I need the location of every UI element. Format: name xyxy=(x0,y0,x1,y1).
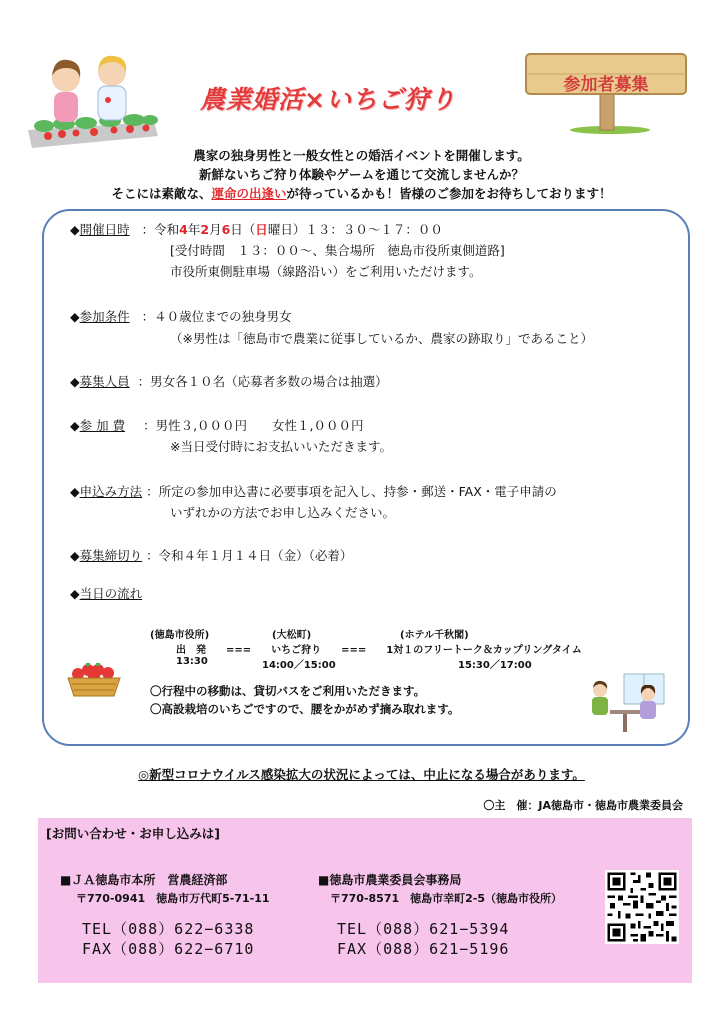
contact-org-1-fax: FAX（088）622−6710 xyxy=(82,940,255,958)
contact-org-1-address: 〒770-0941 徳島市万代町5-71-11 xyxy=(76,892,270,905)
deadline-row xyxy=(70,546,352,566)
intro-line-3-post: が待っているかも！皆様のご参加をお待ちしております！ xyxy=(286,186,612,201)
flow-place-3: (ホテル千秋閣) xyxy=(400,630,469,641)
recruit-value: ：男女各１０名（応募者多数の場合は抽選） xyxy=(137,374,388,389)
date-label: ◆開催日時 xyxy=(70,222,130,237)
date-value: ：令和4年2月6日（日曜日）１３：３０～１７：００ xyxy=(141,222,443,237)
flow-time-3: 15:30／17:00 xyxy=(458,660,532,671)
contact-org-2-fax: FAX（088）621−5196 xyxy=(337,940,510,958)
qr-code[interactable] xyxy=(605,870,679,944)
note-bus: 〇行程中の移動は、貸切バスをご利用いただきます。 xyxy=(150,684,426,698)
flow-row xyxy=(70,584,142,604)
contact-org-2-name: ■徳島市農業委員会事務局 xyxy=(318,873,462,887)
date-reception: [受付時間 １３：００～、集合場所 徳島市役所東側道路] xyxy=(170,243,505,258)
flow-place-1: (徳島市役所) xyxy=(150,630,210,641)
note-raised-cultivation: 〇高設栽培のいちごですので、腰をかがめず摘み取れます。 xyxy=(150,702,460,716)
recruit-label: ◆募集人員 xyxy=(70,374,130,389)
details-box xyxy=(42,209,690,746)
intro-highlight: 運命の出逢い xyxy=(211,186,287,201)
intro-line-3-pre: そこには素敵な、 xyxy=(111,186,212,201)
apply-note: いずれかの方法でお申し込みください。 xyxy=(170,505,396,520)
recruit-row xyxy=(70,372,388,392)
date-row xyxy=(70,220,443,240)
deadline-value: ：令和４年１月１４日（金）（必着） xyxy=(146,548,353,563)
fee-value: ：男性３,０００円 女性１,０００円 xyxy=(143,418,364,433)
condition-note: （※男性は「徳島市で農業に従事しているか、農家の跡取り」であること） xyxy=(170,331,593,346)
contact-org-1-name: ■ＪＡ徳島市本所 営農経済部 xyxy=(60,873,228,887)
contact-heading: [お問い合わせ・お申し込みは] xyxy=(46,826,220,841)
flow-place-2: (大松町) xyxy=(272,630,312,641)
couple-at-table-illustration xyxy=(584,672,668,734)
flow-time-1: 13:30 xyxy=(176,656,208,667)
organizer: 〇主 催：JA徳島市・徳島市農業委員会 xyxy=(483,799,683,812)
contact-org-2-tel: TEL（088）621−5394 xyxy=(337,920,510,938)
covid-warning: ◎新型コロナウイルス感染拡大の状況によっては、中止になる場合があります。 xyxy=(138,767,585,782)
condition-label: ◆参加条件 xyxy=(70,309,130,324)
contact-org-1-tel: TEL（088）622−6338 xyxy=(82,920,255,938)
contact-org-2-address: 〒770-8571 徳島市幸町2-5（徳島市役所） xyxy=(330,892,563,905)
fee-label: ◆参 加 費 xyxy=(70,418,126,433)
intro-line-3 xyxy=(0,184,723,203)
recruiting-sign-label: 参加者募集 xyxy=(563,75,649,95)
date-parking: 市役所東側駐車場（線路沿い）をご利用いただけます。 xyxy=(170,264,482,279)
intro-line-2: 新鮮ないちご狩り体験やゲームを通じて交流しませんか？ xyxy=(198,167,524,182)
fee-note: ※当日受付時にお支払いいただきます。 xyxy=(170,439,392,454)
apply-label: ◆申込み方法 xyxy=(70,484,143,499)
flow-time-2: 14:00／15:00 xyxy=(262,660,336,671)
event-title: 農業婚活×いちご狩り xyxy=(200,85,456,114)
fee-row xyxy=(70,416,364,436)
flow-events: 出 発 === いちご狩り === 1対１のフリートーク＆カップリングタイム xyxy=(176,645,582,656)
deadline-label: ◆募集締切り xyxy=(70,548,143,563)
apply-row xyxy=(70,482,557,502)
intro-line-1: 農家の独身男性と一般女性との婚活イベントを開催します。 xyxy=(193,148,530,163)
flow-label: ◆当日の流れ xyxy=(70,586,143,601)
strawberry-basket-illustration xyxy=(64,660,124,700)
condition-value: ：４０歳位までの独身男女 xyxy=(141,309,292,324)
intro-text xyxy=(0,146,723,203)
condition-row xyxy=(70,307,292,327)
couple-picking-strawberries-illustration xyxy=(24,52,164,152)
apply-value: ：所定の参加申込書に必要事項を記入し、持参・郵送・FAX・電子申請の xyxy=(146,484,557,499)
